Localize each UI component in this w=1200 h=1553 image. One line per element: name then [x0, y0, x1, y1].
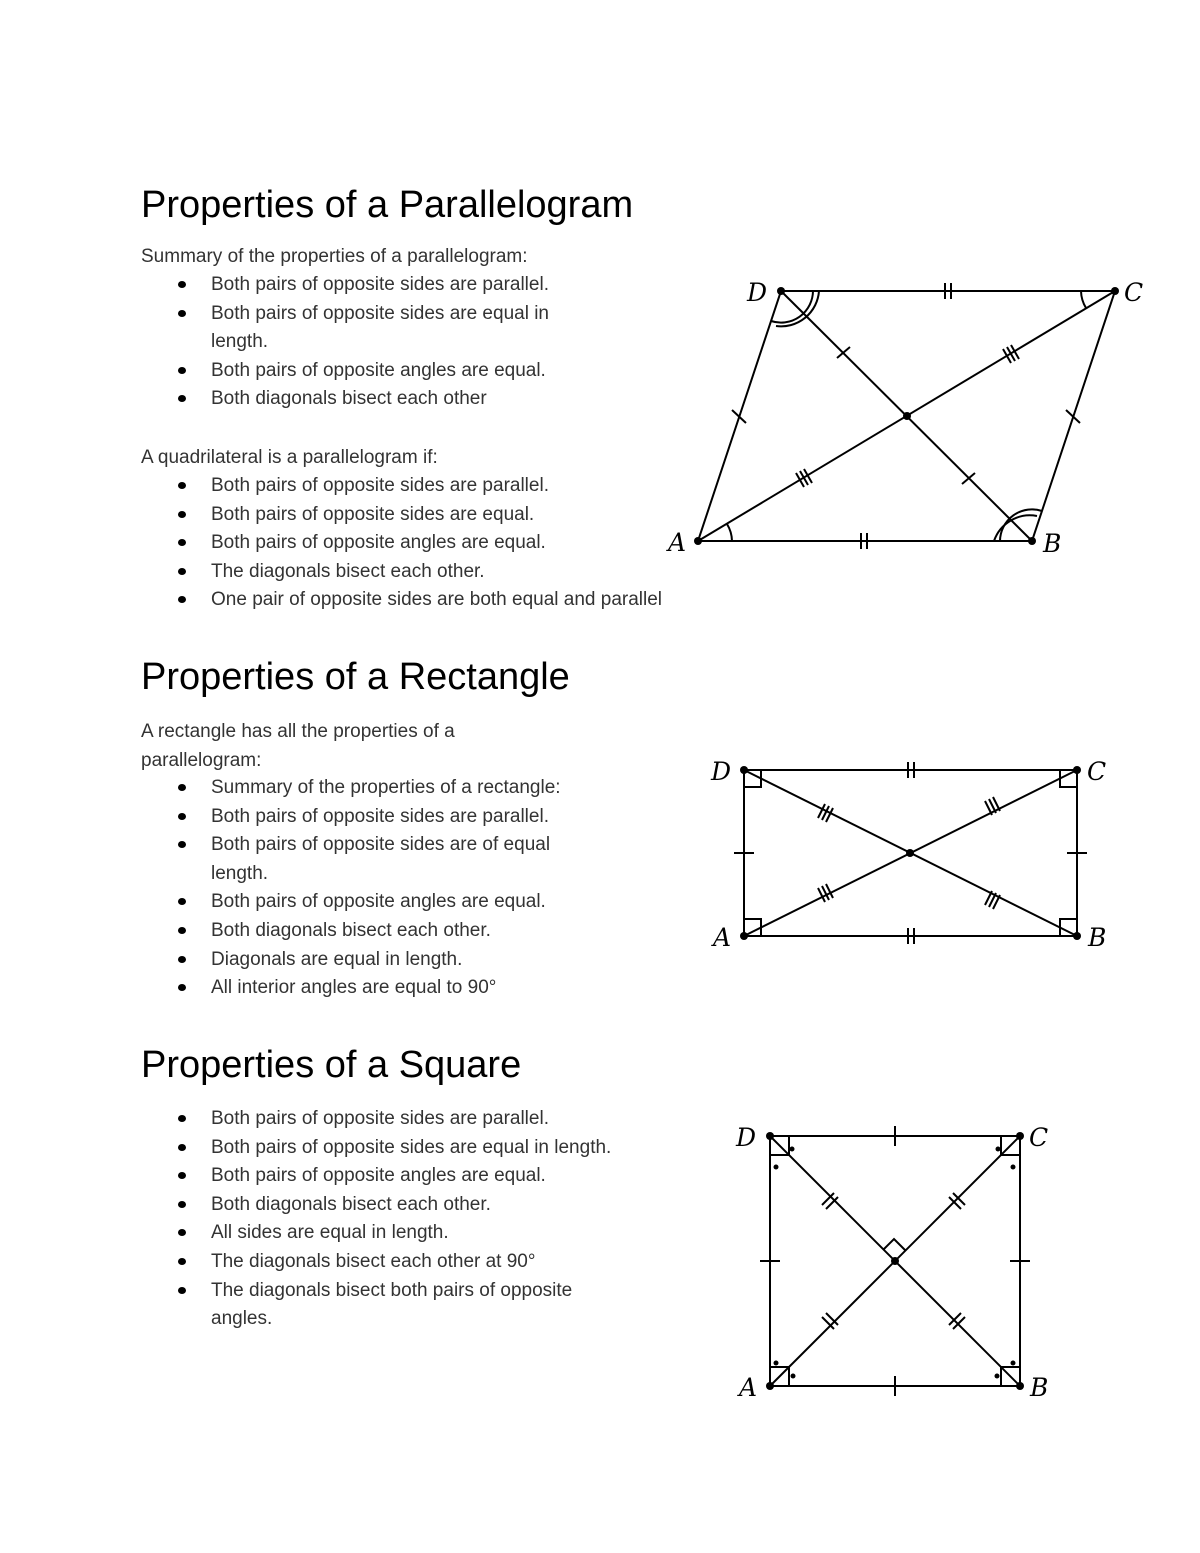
tick-mark	[949, 1313, 965, 1329]
vertex-label-d: D	[747, 278, 768, 307]
list-item: Both pairs of opposite sides are parallel.	[211, 271, 611, 300]
vertex-label-c: C	[1124, 278, 1144, 307]
right-angle-mark	[883, 1239, 905, 1250]
list-item: All sides are equal in length.	[211, 1219, 631, 1248]
vertex-label-a: A	[739, 1373, 758, 1402]
list-item: Both pairs of opposite angles are equal.	[211, 529, 771, 558]
vertex-label-d: D	[736, 1123, 757, 1152]
vertex-label-a: A	[713, 923, 732, 952]
angle-dot	[995, 1374, 1000, 1379]
list-item: Both pairs of opposite sides are parallel.	[211, 1105, 631, 1134]
list-item: Both pairs of opposite sides are of equal length.	[211, 831, 611, 888]
list-item: Diagonals are equal in length.	[211, 946, 611, 975]
vertex-label-b: B	[1030, 1373, 1049, 1402]
list-item: Both diagonals bisect each other.	[211, 917, 611, 946]
angle-dot	[774, 1165, 779, 1170]
list-item: The diagonals bisect each other at 90°	[211, 1248, 631, 1277]
list-item: Both pairs of opposite sides are parallel.	[211, 472, 771, 501]
rectangle-title: Properties of a Rectangle	[141, 656, 570, 698]
angle-dot	[774, 1361, 779, 1366]
list-item: Both pairs of opposite angles are equal.	[211, 888, 611, 917]
square-title: Properties of a Square	[141, 1044, 522, 1086]
parallelogram-test-intro: A quadrilateral is a parallelogram if:	[141, 447, 438, 468]
angle-dot	[791, 1374, 796, 1379]
rectangle-intro: A rectangle has all the properties of a parallelogram:	[141, 721, 455, 771]
list-item: Both pairs of opposite sides are equal.	[211, 501, 771, 530]
vertex-label-a: A	[668, 528, 687, 557]
vertex-label-c: C	[1029, 1123, 1049, 1152]
angle-dot	[1011, 1361, 1016, 1366]
list-item: All interior angles are equal to 90°	[211, 974, 611, 1003]
tick-mark	[949, 1193, 965, 1209]
list-item: Both pairs of opposite angles are equal.	[211, 357, 611, 386]
vertex-point	[766, 1132, 774, 1140]
vertex-label-b: B	[1043, 529, 1062, 558]
list-item: Both pairs of opposite sides are equal in length.	[211, 300, 611, 357]
vertex-point	[766, 1382, 774, 1390]
list-item: Both diagonals bisect each other.	[211, 1191, 631, 1220]
list-item: Both pairs of opposite sides are parallel.	[211, 803, 611, 832]
list-item: Both pairs of opposite angles are equal.	[211, 1162, 631, 1191]
list-item: The diagonals bisect each other.	[211, 558, 771, 587]
center-point	[891, 1257, 899, 1265]
vertex-point	[1016, 1382, 1024, 1390]
list-item: Summary of the properties of a rectangle:	[211, 774, 611, 803]
parallelogram-summary-intro: Summary of the properties of a parallelogram:	[141, 246, 528, 267]
parallelogram-title: Properties of a Parallelogram	[141, 184, 634, 226]
angle-dot	[790, 1147, 795, 1152]
vertex-label-d: D	[711, 757, 732, 786]
list-item: Both pairs of opposite sides are equal in length.	[211, 1134, 631, 1163]
vertex-label-c: C	[1087, 757, 1107, 786]
angle-dot	[996, 1147, 1001, 1152]
list-item: Both diagonals bisect each other	[211, 385, 611, 414]
list-item: One pair of opposite sides are both equal and parallel	[211, 586, 771, 615]
vertex-label-b: B	[1088, 923, 1107, 952]
vertex-point	[1016, 1132, 1024, 1140]
list-item: The diagonals bisect both pairs of opposite angles.	[211, 1277, 631, 1334]
angle-dot	[1011, 1165, 1016, 1170]
